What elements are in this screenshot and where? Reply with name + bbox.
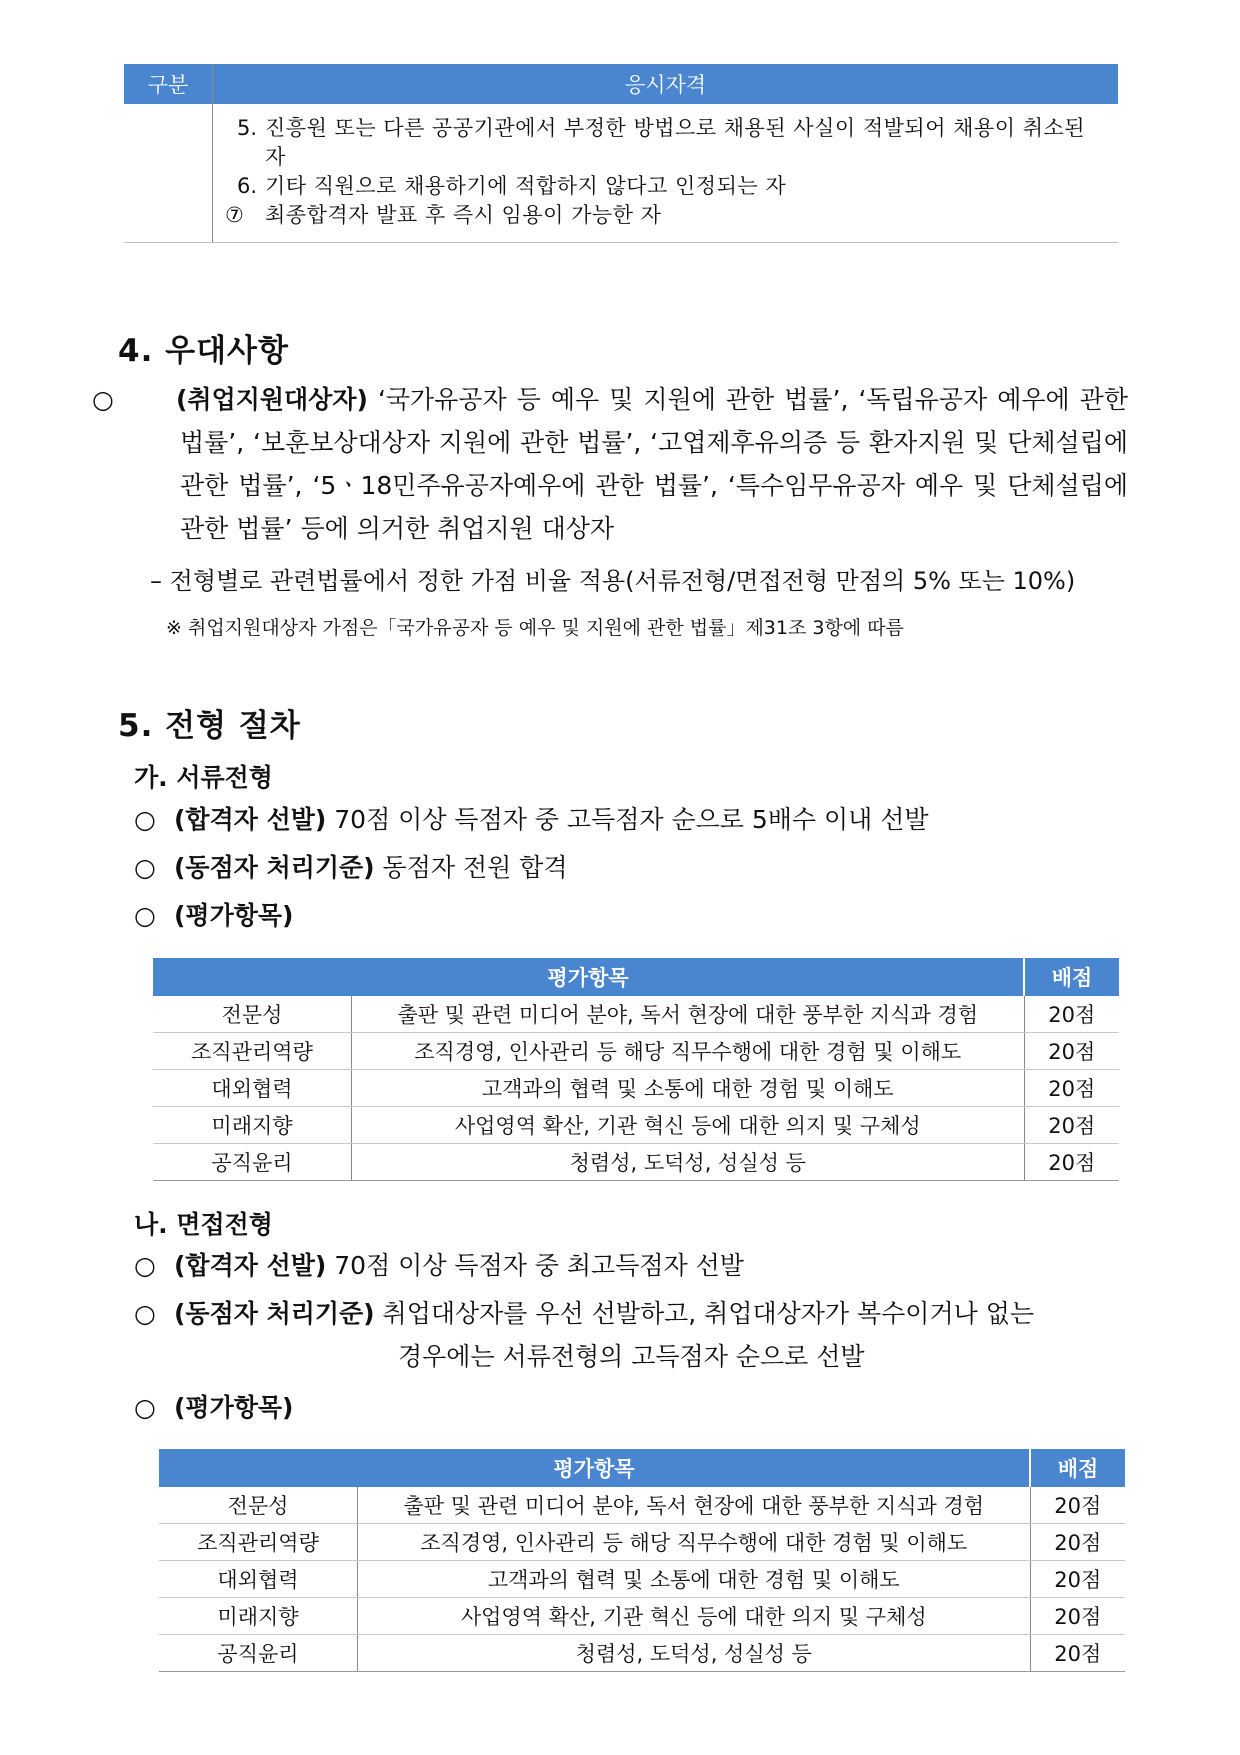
table-row [159,1598,1125,1635]
doc-tiebreak-label: (동점자 처리기준) [174,853,375,882]
preference-label: (취업지원대상자) [176,385,368,414]
eval-header-item: 평가항목 [159,1449,1030,1487]
bullet-circle: ○ [134,1393,156,1422]
interview-tiebreak-label: (동점자 처리기준) [174,1299,375,1328]
eval-header-points: 배점 [1024,958,1119,996]
doc-bullet-selection [134,798,929,841]
table-row [153,996,1119,1033]
preference-note: ※ 취업지원대상자 가점은「국가유공자 등 예우 및 지원에 관한 법률」제31조 3항에 따름 [166,617,904,639]
eval-points: 20점 [1024,1107,1119,1144]
qual-item-text: 기타 직원으로 채용하기에 적합하지 않다고 인정되는 자 [265,174,787,198]
table-row [159,1524,1125,1561]
eval-points: 20점 [1024,996,1119,1033]
eval-points: 20점 [1030,1635,1125,1672]
eval-description: 조직경영, 인사관리 등 해당 직무수행에 대한 경험 및 이해도 [358,1524,1031,1561]
doc-evaluation-table [153,958,1119,1181]
eval-description: 고객과의 협력 및 소통에 대한 경험 및 이해도 [352,1070,1025,1107]
eval-category: 조직관리역량 [159,1524,358,1561]
bullet-circle: ○ [134,1251,156,1280]
eval-description: 출판 및 관련 미디어 분야, 독서 현장에 대한 풍부한 지식과 경험 [358,1487,1031,1524]
table-row [159,1487,1125,1524]
eval-header-item: 평가항목 [153,958,1024,996]
subsection-title-document: 가. 서류전형 [134,763,273,792]
interview-selection-label: (합격자 선발) [174,1251,327,1280]
eval-category: 전문성 [153,996,352,1033]
qual-item-number: 5. [236,116,257,140]
interview-criteria-label: (평가항목) [174,1393,294,1422]
qual-item [225,201,1108,230]
qual-header-qualification: 응시자격 [213,64,1119,104]
subsection-title-interview: 나. 면접전형 [134,1210,273,1239]
qual-item-text: 진흥원 또는 다른 공공기관에서 부정한 방법으로 채용된 사실이 적발되어 채용이 취소된 자 [265,116,1086,169]
eval-category: 조직관리역량 [153,1033,352,1070]
eval-description: 청렴성, 도덕성, 성실성 등 [358,1635,1031,1672]
qualification-table [124,64,1118,243]
preference-paragraph [92,378,1128,550]
bullet-circle: ○ [134,901,156,930]
eval-description: 출판 및 관련 미디어 분야, 독서 현장에 대한 풍부한 지식과 경험 [352,996,1025,1033]
eval-points: 20점 [1030,1487,1125,1524]
eval-category: 미래지향 [153,1107,352,1144]
doc-bullet-criteria [134,894,293,937]
table-row [159,1561,1125,1598]
table-row [153,1070,1119,1107]
eval-points: 20점 [1030,1598,1125,1635]
eval-category: 대외협력 [159,1561,358,1598]
eval-points: 20점 [1024,1144,1119,1181]
eval-category: 공직윤리 [153,1144,352,1181]
eval-description: 청렴성, 도덕성, 성실성 등 [352,1144,1025,1181]
table-row [153,1107,1119,1144]
eval-points: 20점 [1024,1070,1119,1107]
interview-evaluation-table [159,1449,1125,1672]
interview-bullet-criteria [134,1386,293,1429]
qual-item [225,172,1108,201]
qual-header-category: 구분 [124,64,213,104]
qual-item-number: ⑦ [225,203,244,227]
eval-description: 조직경영, 인사관리 등 해당 직무수행에 대한 경험 및 이해도 [352,1033,1025,1070]
preference-text: ‘국가유공자 등 예우 및 지원에 관한 법률’, ‘독립유공자 예우에 관한 법률’, ‘보훈보상대상자 지원에 관한 법률’, ‘고엽제후유의증 등 환자지원 및 단체설립에 관한 법률’, ‘5ㆍ18민주유공자예우에 관한 법률’, ‘특수임무유공자 예우 및 단체설립에 관한 법률’ 등에 의거한 취업지원 대상자 [180,385,1128,543]
eval-description: 사업영역 확산, 기관 혁신 등에 대한 의지 및 구체성 [358,1598,1031,1635]
interview-bullet-selection [134,1244,744,1287]
bullet-circle: ○ [92,385,114,414]
table-row [153,1033,1119,1070]
table-row [153,1144,1119,1181]
table-row [159,1635,1125,1672]
eval-points: 20점 [1030,1561,1125,1598]
bullet-circle: ○ [134,853,156,882]
bullet-circle: ○ [134,805,156,834]
interview-tiebreak-text: 취업대상자를 우선 선발하고, 취업대상자가 복수이거나 없는 [374,1299,1034,1328]
doc-criteria-label: (평가항목) [174,901,294,930]
qual-item [225,114,1108,172]
eval-description: 사업영역 확산, 기관 혁신 등에 대한 의지 및 구체성 [352,1107,1025,1144]
doc-selection-text: 70점 이상 득점자 중 고득점자 순으로 5배수 이내 선발 [326,805,929,834]
interview-bullet-tiebreak [134,1292,1128,1378]
bullet-circle: ○ [134,1299,156,1328]
doc-tiebreak-text: 동점자 전원 합격 [374,853,568,882]
doc-selection-label: (합격자 선발) [174,805,327,834]
qual-category-cell [124,104,213,243]
qual-item-number: 6. [236,174,257,198]
section-title-preference: 4. 우대사항 [118,333,289,369]
eval-category: 전문성 [159,1487,358,1524]
eval-points: 20점 [1030,1524,1125,1561]
eval-category: 미래지향 [159,1598,358,1635]
eval-category: 공직윤리 [159,1635,358,1672]
qual-body-cell [213,104,1119,243]
section-title-procedure: 5. 전형 절차 [118,708,301,744]
eval-category: 대외협력 [153,1070,352,1107]
interview-tiebreak-continuation: 경우에는 서류전형의 고득점자 순으로 선발 [398,1342,865,1371]
qual-item-text: 최종합격자 발표 후 즉시 임용이 가능한 자 [265,203,662,227]
eval-header-points: 배점 [1030,1449,1125,1487]
eval-description: 고객과의 협력 및 소통에 대한 경험 및 이해도 [358,1561,1031,1598]
interview-selection-text: 70점 이상 득점자 중 최고득점자 선발 [326,1251,744,1280]
preference-sub-item: – 전형별로 관련법률에서 정한 가점 비율 적용(서류전형/면접전형 만점의 5% 또는 10%) [150,567,1076,595]
eval-points: 20점 [1024,1033,1119,1070]
doc-bullet-tiebreak [134,846,568,889]
